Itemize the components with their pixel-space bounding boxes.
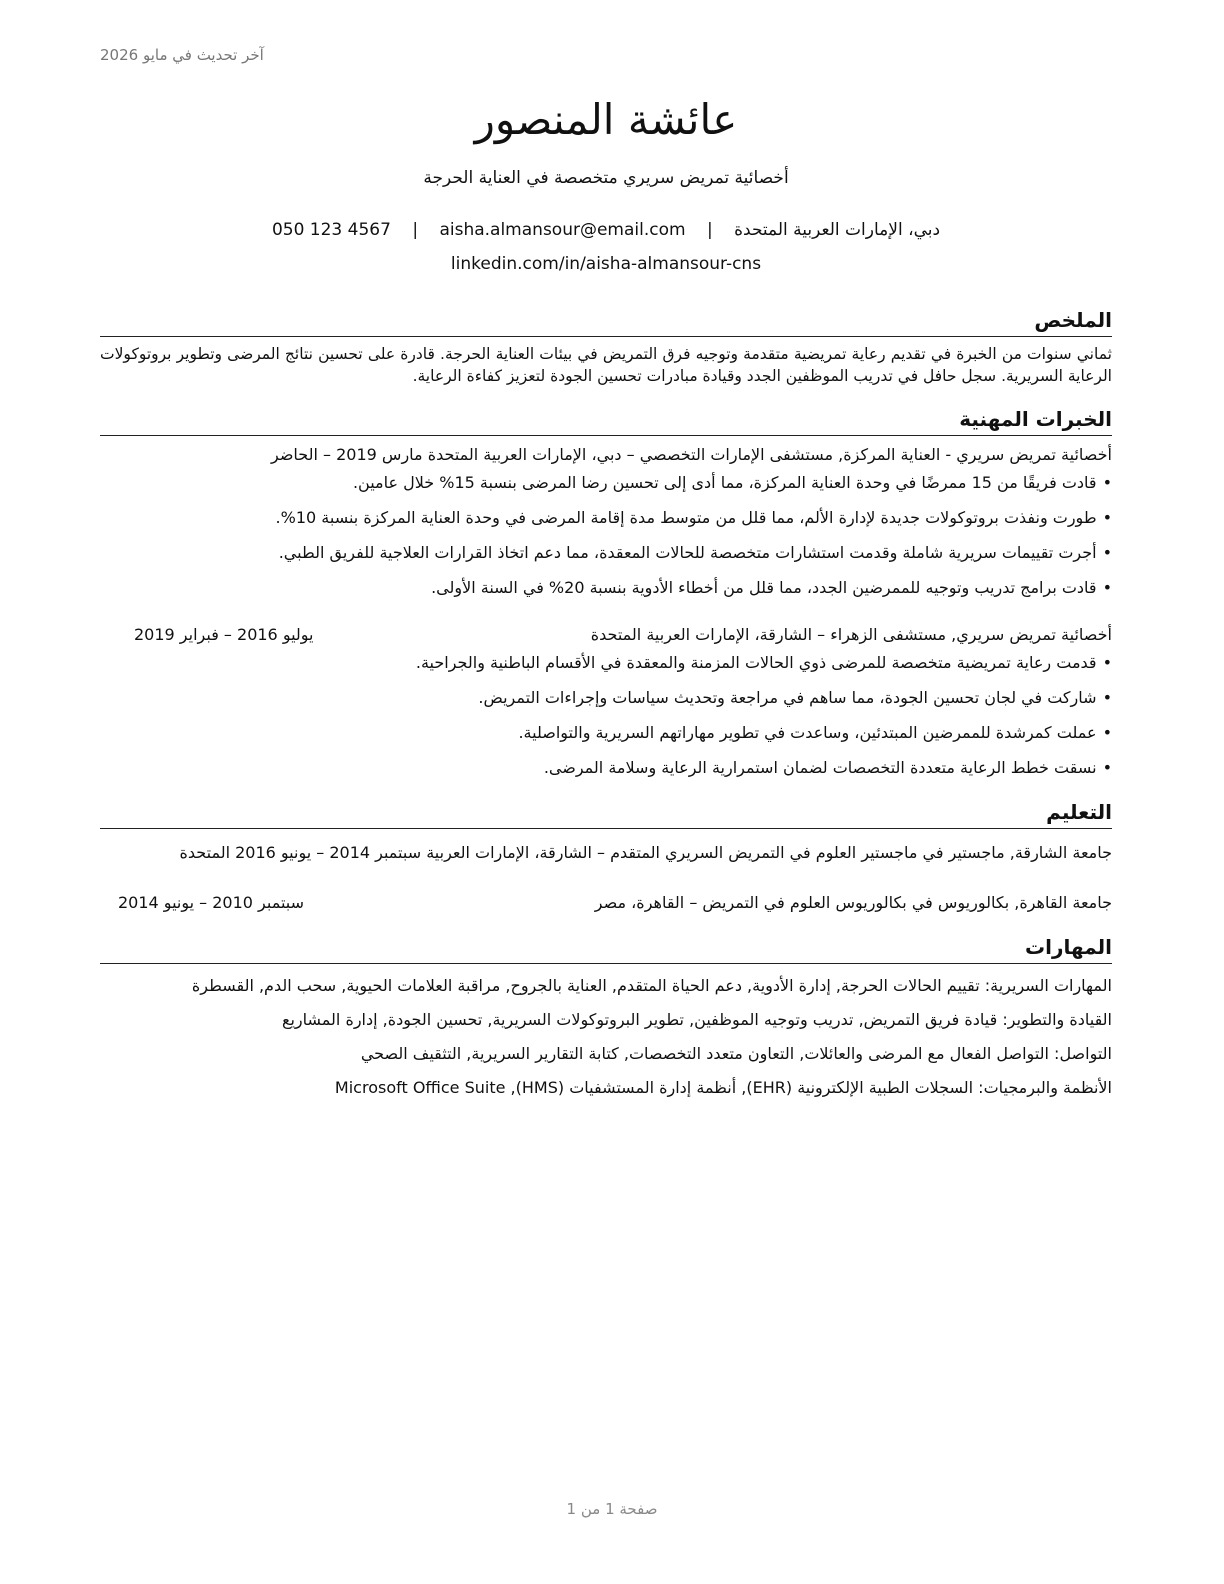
skills-section: [100, 933, 1112, 1100]
experience-heading: الخبرات المهنية: [100, 405, 1112, 436]
education-heading: التعليم: [100, 798, 1112, 829]
summary-heading: الملخص: [100, 306, 1112, 337]
job-bullet: • قادت برامج تدريب وتوجيه للممرضين الجدد، مما قلل من أخطاء الأدوية بنسبة 20% في السنة الأولى.: [100, 576, 1112, 600]
candidate-name: عائشة المنصور: [474, 95, 738, 144]
job-dates: يوليو 2016 – فبراير 2019: [134, 625, 314, 644]
contact-line: [100, 218, 1112, 242]
skills-systems: الأنظمة والبرمجيات: السجلات الطبية الإلكترونية (EHR), أنظمة إدارة المستشفيات (HMS), Microsoft Office Suite: [334, 1078, 1112, 1097]
education-entry: [100, 841, 1112, 865]
skills-leadership: القيادة والتطوير: قيادة فريق التمريض, تدريب وتوجيه الموظفين, تطوير البروتوكولات السريرية, تحسين الجودة, إدارة المشاريع: [281, 1010, 1112, 1029]
job-header: [100, 442, 1112, 468]
job-entry: [100, 442, 1112, 600]
summary-text: ثماني سنوات من الخبرة في تقديم رعاية تمريضية متقدمة وتوجيه فرق التمريض في بيئات العناية الحرجة. قادرة على تحسين نتائج المرضى وتطوير بروتوكولات الرعاية السريرية. سجل حافل في تدريب الموظفين الجدد وقيادة مبادرات تحسين الجودة لتعزيز كفاءة الرعاية.: [100, 345, 1112, 385]
contact-linkedin[interactable]: linkedin.com/in/aisha-almansour-cns: [450, 254, 762, 274]
job-title: أخصائية تمريض سريري - العناية المركزة, مستشفى الإمارات التخصصي – دبي، الإمارات العربية المتحدة مارس 2019 – الحاضر: [271, 445, 1112, 464]
summary-section: [100, 306, 1112, 387]
contact-separator: |: [412, 220, 419, 240]
skills-clinical: المهارات السريرية: تقييم الحالات الحرجة, إدارة الأدوية, دعم الحياة المتقدم, العناية بالجروح, مراقبة العلامات الحيوية, سحب الدم, القسطرة: [191, 976, 1112, 995]
contact-separator: |: [706, 220, 713, 240]
resume-page: [100, 92, 1112, 1100]
education-entry: [100, 891, 1112, 915]
education-degree: جامعة القاهرة, بكالوريوس في بكالوريوس العلوم في التمريض – القاهرة، مصر: [594, 893, 1112, 912]
job-bullet: • نسقت خطط الرعاية متعددة التخصصات لضمان استمرارية الرعاية وسلامة المرضى.: [100, 756, 1112, 780]
job-bullets: [100, 471, 1112, 600]
job-bullet: • عملت كمرشدة للممرضين المبتدئين، وساعدت في تطوير مهاراتهم السريرية والتواصلية.: [100, 721, 1112, 745]
education-dates: سبتمبر 2010 – يونيو 2014: [118, 893, 305, 912]
job-bullet: • قادت فريقًا من 15 ممرضًا في وحدة العناية المركزة، مما أدى إلى تحسين رضا المرضى بنسبة 15% خلال عامين.: [100, 471, 1112, 495]
job-entry: [100, 622, 1112, 780]
contact-email[interactable]: aisha.almansour@email.com: [439, 220, 686, 240]
job-bullets: [100, 651, 1112, 780]
education-section: [100, 798, 1112, 915]
experience-section: [100, 405, 1112, 780]
job-bullet: • طورت ونفذت بروتوكولات جديدة لإدارة الألم، مما قلل من متوسط مدة إقامة المرضى في وحدة العناية المركزة بنسبة 10%.: [100, 506, 1112, 530]
education-dates: [100, 841, 118, 865]
candidate-title: أخصائية تمريض سريري متخصصة في العناية الحرجة: [423, 168, 789, 188]
skills-communication: التواصل: التواصل الفعال مع المرضى والعائلات, التعاون متعدد التخصصات, كتابة التقارير السريرية, التثقيف الصحي: [360, 1044, 1112, 1063]
skills-heading: المهارات: [100, 933, 1112, 964]
last-updated-note: آخر تحديث في مايو 2026: [100, 46, 264, 64]
job-title: أخصائية تمريض سريري, مستشفى الزهراء – الشارقة، الإمارات العربية المتحدة: [590, 625, 1112, 644]
education-degree: جامعة الشارقة, ماجستير في ماجستير العلوم في التمريض السريري المتقدم – الشارقة، الإمارات العربية سبتمبر 2014 – يونيو 2016 المتحدة: [179, 843, 1112, 862]
job-header: [100, 622, 1112, 648]
contact-phone[interactable]: 050 123 4567: [271, 220, 391, 240]
job-bullet: • قدمت رعاية تمريضية متخصصة للمرضى ذوي الحالات المزمنة والمعقدة في الأقسام الباطنية والجراحية.: [100, 651, 1112, 675]
job-bullet: • شاركت في لجان تحسين الجودة، مما ساهم في مراجعة وتحديث سياسات وإجراءات التمريض.: [100, 686, 1112, 710]
page-number: صفحة 1 من 1: [566, 1500, 658, 1518]
job-dates: [100, 442, 134, 468]
contact-location: دبي، الإمارات العربية المتحدة: [734, 220, 941, 240]
job-bullet: • أجرت تقييمات سريرية شاملة وقدمت استشارات متخصصة للحالات المعقدة، مما دعم اتخاذ القرارات العلاجية للفريق الطبي.: [100, 541, 1112, 565]
